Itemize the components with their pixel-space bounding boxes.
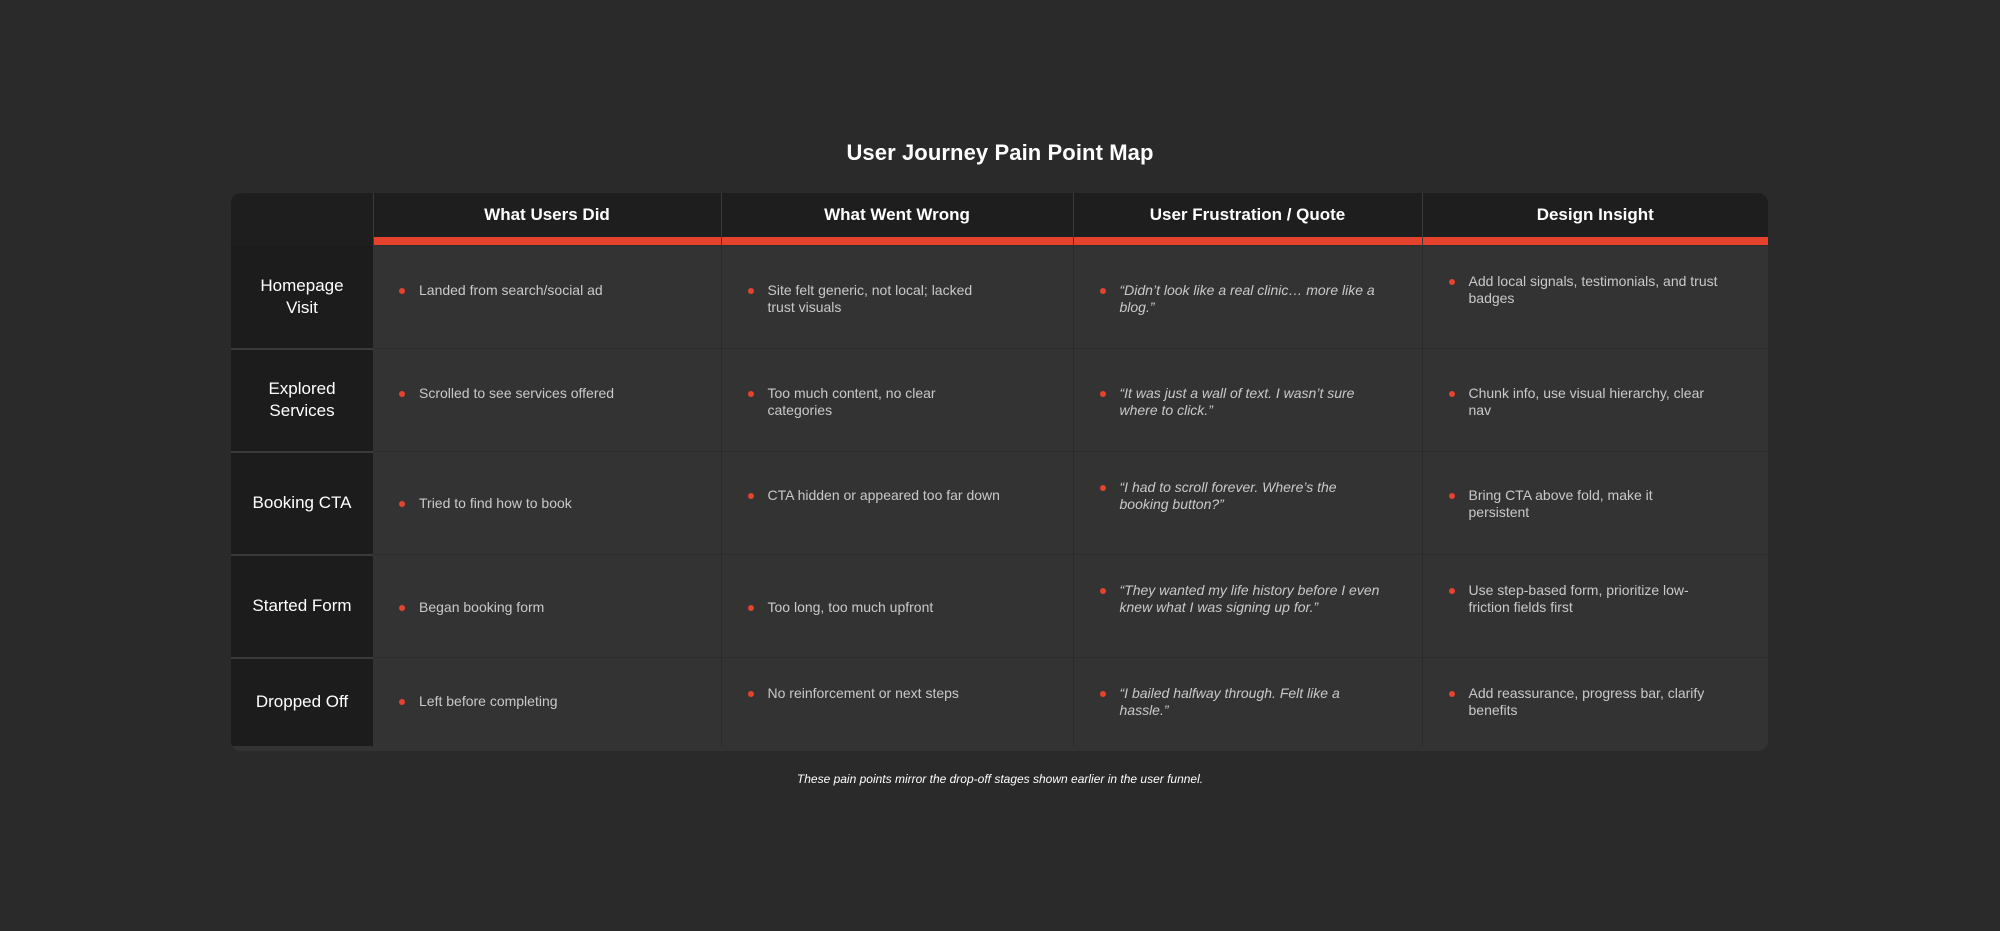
bullet-icon xyxy=(399,288,405,294)
bullet-icon xyxy=(1100,288,1106,294)
bullet-icon xyxy=(1100,588,1106,594)
cell-text: Chunk info, use visual hierarchy, clear nav xyxy=(1468,385,1705,418)
cell-text: “I bailed halfway through. Felt like a hassle.” xyxy=(1119,685,1340,718)
cell-text: Add local signals, testimonials, and trust badges xyxy=(1468,273,1718,306)
cell-text: Bring CTA above fold, make it persistent xyxy=(1468,487,1653,520)
cell-text: CTA hidden or appeared too far down xyxy=(767,487,1000,503)
cell-quote xyxy=(1073,246,1422,349)
column-header-what-users-did: What Users Did xyxy=(373,193,721,246)
cell-wrong xyxy=(721,452,1073,555)
cell-quote xyxy=(1073,349,1422,452)
bullet-icon xyxy=(748,493,754,499)
stage-label: Booking CTA xyxy=(231,452,373,555)
table-row xyxy=(231,349,1768,452)
cell-text: “It was just a wall of text. I wasn’t sure where to click.” xyxy=(1119,385,1355,418)
bullet-icon xyxy=(1449,279,1455,285)
cell-wrong xyxy=(721,349,1073,452)
cell-did xyxy=(373,452,721,555)
bullet-icon xyxy=(399,391,405,397)
cell-quote xyxy=(1073,658,1422,746)
bullet-icon xyxy=(1449,691,1455,697)
bullet-icon xyxy=(399,699,405,705)
page-title: User Journey Pain Point Map xyxy=(846,140,1154,165)
bullet-icon xyxy=(748,288,754,294)
cell-text: Site felt generic, not local; lacked trust visuals xyxy=(767,282,973,315)
bullet-icon xyxy=(1100,485,1106,491)
pain-point-table xyxy=(231,193,1768,751)
cell-wrong xyxy=(721,246,1073,349)
column-header-design-insight: Design Insight xyxy=(1422,193,1768,246)
cell-did xyxy=(373,246,721,349)
bullet-icon xyxy=(399,501,405,507)
cell-did xyxy=(373,349,721,452)
cell-insight xyxy=(1422,452,1768,555)
header-row xyxy=(231,193,1768,246)
table-row xyxy=(231,452,1768,555)
cell-insight xyxy=(1422,246,1768,349)
cell-insight xyxy=(1422,349,1768,452)
cell-text: “I had to scroll forever. Where’s the booking button?” xyxy=(1119,479,1337,512)
cell-text: No reinforcement or next steps xyxy=(767,685,959,701)
cell-text: Landed from search/social ad xyxy=(419,282,603,298)
footnote: These pain points mirror the drop-off stages shown earlier in the user funnel. xyxy=(796,772,1204,786)
cell-insight xyxy=(1422,658,1768,746)
corner-cell xyxy=(231,193,373,246)
bullet-icon xyxy=(1449,391,1455,397)
cell-text: Tried to find how to book xyxy=(419,495,572,511)
stage-label: Explored Services xyxy=(231,349,373,452)
stage-label: Homepage Visit xyxy=(231,246,373,349)
cell-text: Scrolled to see services offered xyxy=(419,385,615,401)
cell-text: Add reassurance, progress bar, clarify benefits xyxy=(1468,685,1705,718)
cell-text: Too much content, no clear categories xyxy=(767,385,936,418)
cell-text: Began booking form xyxy=(419,599,545,615)
column-header-what-went-wrong: What Went Wrong xyxy=(721,193,1073,246)
bullet-icon xyxy=(748,691,754,697)
stage-label: Dropped Off xyxy=(231,658,373,746)
column-header-user-frustration: User Frustration / Quote xyxy=(1073,193,1422,246)
table-row xyxy=(231,555,1768,658)
cell-wrong xyxy=(721,658,1073,746)
bullet-icon xyxy=(1100,391,1106,397)
cell-text: Use step-based form, prioritize low-friction fields first xyxy=(1468,582,1689,615)
bullet-icon xyxy=(399,605,405,611)
cell-text: “Didn’t look like a real clinic… more like a blog.” xyxy=(1119,282,1375,315)
cell-did xyxy=(373,658,721,746)
cell-quote xyxy=(1073,452,1422,555)
table-row xyxy=(231,246,1768,349)
cell-text: Too long, too much upfront xyxy=(767,599,934,615)
cell-quote xyxy=(1073,555,1422,658)
cell-text: Left before completing xyxy=(419,693,558,709)
bullet-icon xyxy=(1449,493,1455,499)
cell-insight xyxy=(1422,555,1768,658)
cell-text: “They wanted my life history before I even knew what I was signing up for.” xyxy=(1119,582,1380,615)
bullet-icon xyxy=(748,391,754,397)
cell-wrong xyxy=(721,555,1073,658)
table-row xyxy=(231,658,1768,746)
stage-label: Started Form xyxy=(231,555,373,658)
cell-did xyxy=(373,555,721,658)
pain-point-grid xyxy=(231,193,1768,746)
bullet-icon xyxy=(1449,588,1455,594)
bullet-icon xyxy=(1100,691,1106,697)
bullet-icon xyxy=(748,605,754,611)
